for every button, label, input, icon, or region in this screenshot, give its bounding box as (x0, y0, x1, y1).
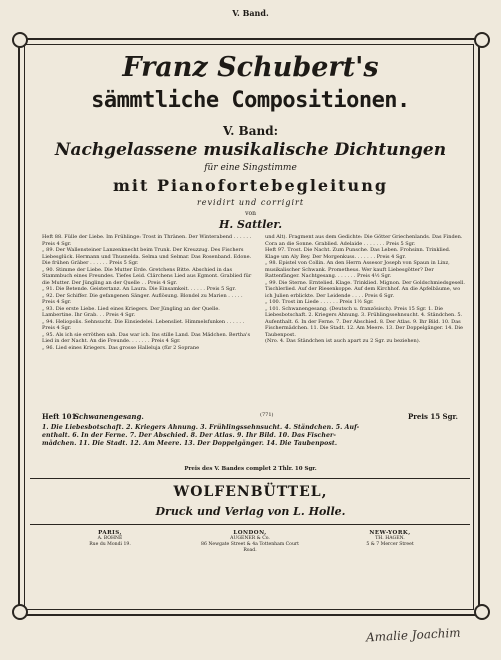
heft-101-label: Heft 101. (42, 412, 79, 421)
agent-address: 86 Newgate Street & 4a Tottenham Court Road. (201, 542, 299, 553)
corner-ornament (474, 32, 490, 48)
contents-entry: „ 95. Als ich sie erröthen sah. Das war ich. Ins stille Land. Das Mädchen. Bertha's Lied in der Nacht. An die Freunde. . . . . . . Preis 4 Sgr. (42, 331, 251, 344)
divider (30, 524, 470, 525)
agent-city: NEW-YORK, (369, 530, 411, 536)
von-line: von (245, 210, 256, 217)
divider (30, 478, 470, 479)
song-list-line: mädchen. 11. Die Stadt. 12. Am Meere. 13. Der Doppelgänger. 14. Die Taubenpost. (42, 440, 338, 448)
heft-101-price: Preis 15 Sgr. (407, 412, 458, 421)
composer-title: Franz Schubert's (122, 52, 379, 83)
song-list (42, 424, 467, 449)
contents-entry: Heft 88. Fülle der Liebe. Im Frühlinge: Trost in Thränen. Der Winterabend . . . . . . Preis 4 Sgr. (42, 234, 252, 247)
agent-name: TH. HAGEN. (375, 536, 405, 541)
heft-101-line (42, 412, 462, 422)
contents-left-column (42, 234, 252, 351)
heft-101-number: (771) (260, 412, 274, 418)
band-heading: V. Band: (222, 124, 279, 138)
corner-ornament (12, 32, 28, 48)
subtitle: Nachgelassene musikalische Dichtungen (54, 140, 447, 160)
handwritten-signature: Amalie Joachim (365, 625, 461, 645)
voice-line: für eine Singstimme (204, 163, 297, 173)
agent-address: Rue du Mondi 19. (89, 542, 131, 547)
agent-city: PARIS, (98, 530, 122, 536)
song-list-line: enthalt. 6. In der Ferne. 7. Der Abschied. 8. Der Atlas. 9. Ihr Bild. 10. Das Fischer- (42, 432, 337, 440)
agent-name: A. BOHNÉ (97, 536, 123, 541)
agent-address: 5 & 7 Mercer Street (366, 542, 414, 547)
contents-entry: „ 89. Der Wallensteiner Lanzenknecht beim Trunk. Der Kreuzzug. Des Fischers Liebesglück. Hermann und Thusnelda. Selma und Selmar. Das Rosenband. Edone. Die frühen Gräber . . . . . . Preis 5 Sgr. (42, 247, 252, 266)
contents-right-column (265, 234, 465, 345)
contents-entry: „ 90. Stimme der Liebe. Die Mutter Erde. Gretchens Bitte. Abschied in das Stammbuch eines Freundes. Tiefes Leid. Clärchens Lied aus Egmont. Grablied für die Mutter. Der Jüngling an der Quelle . . Preis 4 Sgr. (42, 266, 252, 286)
contents-entry: Heft 97. Trost. Die Nacht. Zum Punsche. Das Leben. Frohsinn. Trinklied. Klage um Aly Bey. Der Morgenkuss. . . . . . . Preis 4 Sgr. (265, 247, 451, 260)
editor-name: H. Sattler. (218, 218, 283, 231)
contents-entry: (Nro. 4. Das Ständchen ist auch apart zu 2 Sgr. zu beziehen). (265, 338, 421, 344)
revised-line: revidirt und corrigirt (196, 198, 305, 207)
heft-101-title: Schwanengesang. (74, 412, 144, 421)
agent-name: AUGENER & Co. (230, 536, 270, 541)
contents-entry: „ 96. Lied eines Kriegers. Das grosse Halleluja (für 2 Soprane (42, 344, 200, 351)
accompaniment-line: mit Pianofortebegleitung (112, 176, 389, 195)
agent-london (195, 530, 305, 554)
contents-entry: „ 101. Schwanengesang. (Deutsch u. französisch). Preis 15 Sgr. 1. Die Liebesbotschaft. 2. Kriegers Ahnung. 3. Frühlingssehnsucht. 4. Ständchen. 5. Aufenthalt. 6. In der Ferne. 7. Der Abschied. 8. Der Atlas. 9. Ihr Bild. 10. Das Fischermädchen. 11. Die Stadt. 12. Am Meere. 13. Der Doppelgänger. 14. Die Taubenpost. (265, 305, 464, 338)
agent-newyork (340, 530, 440, 548)
corner-ornament (12, 604, 28, 620)
contents-entry: „ 98. Epistel von Collin. An den Herrn Assesor Joseph von Spaun in Linz, musikalischer Schwank. Prometheus. Wer kauft Liebesgötter? Der Rattenfänger. Nachtgesang. . . . . . . Preis 4½ Sgr. (265, 260, 450, 279)
agent-paris (60, 530, 160, 548)
contents-entry: „ 100. Trost im Liede . . . . . . Preis 1½ Sgr. (265, 299, 374, 305)
band-label-top: V. Band. (232, 8, 269, 18)
song-list-line: 1. Die Liebesbotschaft. 2. Kriegers Ahnung. 3. Frühlingssehnsucht. 4. Ständchen. 5. Auf- (42, 424, 360, 431)
contents-entry: „ 92. Der Schiffer. Die gefangenen Sänger. Auflösung. Blondel zu Marien . . . . . Preis 4 Sgr. (42, 292, 243, 305)
publisher-city: WOLFENBÜTTEL, (173, 484, 328, 500)
contents-entry: „ 93. Die erste Liebe. Lied eines Kriegers. Der Jüngling an der Quelle. Lambertine. Ihr Grab. . . Preis 4 Sgr. (42, 305, 220, 318)
corner-ornament (474, 604, 490, 620)
contents-entry: „ 99. Die Sterne. Erntelied. Klage. Trinklied. Mignon. Der Goldschmiedsgesell. Tischlerlied. Auf der Riesenkoppe. Auf dem Kirchhof. An die Apfelbäume, wo ich Julien erblickte. Der Leidende . . . . Preis 6 Sgr. (265, 279, 465, 299)
contents-entry: „ 91. Die Betende. Geistertanz. An Laura. Die Einsamkeit. . . . . . Preis 5 Sgr. (42, 286, 236, 292)
contents-entry: und Alt). Fragment aus dem Gedichte: Die Götter Griechenlands. Das Finden. Cora an die Sonne. Grablied. Adelaide . . . . . . . Preis 5 Sgr. (265, 234, 463, 247)
contents-entry: „ 94. Heliopolis. Sehnsucht. Die Einsiedelei. Lebensliet. Himmelsfunken . . . . . . Preis 4 Sgr. (42, 318, 245, 331)
band-price: Preis des V. Bandes complet 2 Thlr. 10 Sgr. (184, 466, 317, 472)
agent-city: LONDON, (233, 530, 267, 536)
main-title: sämmtliche Compositionen. (91, 88, 410, 113)
publisher-name: Druck und Verlag von L. Holle. (155, 505, 346, 518)
